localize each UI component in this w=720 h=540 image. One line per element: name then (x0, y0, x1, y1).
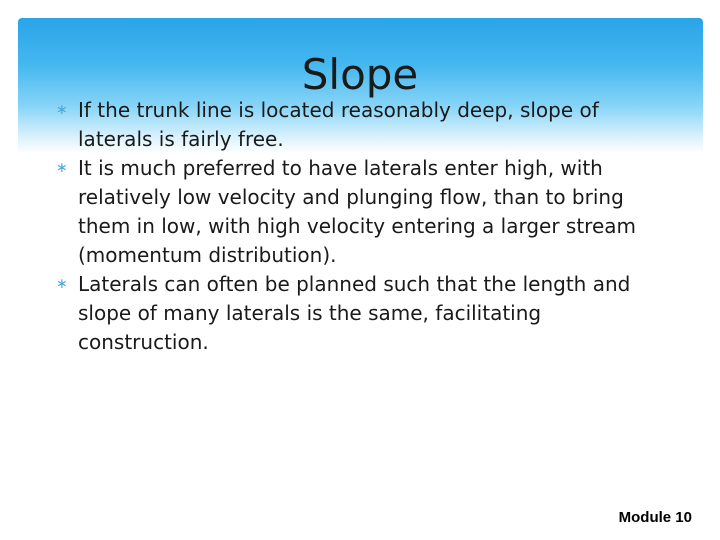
bullet-star-icon: ∗ (56, 276, 68, 292)
bullet-star-icon: ∗ (56, 160, 68, 176)
bullet-list (56, 96, 676, 357)
slide-title (0, 52, 720, 98)
slide-title-text: Slope (301, 50, 419, 99)
bullet-item (56, 154, 676, 270)
bullet-text: Laterals can often be planned such that the length and slope of many laterals is the same, facilitating construction. (78, 272, 631, 354)
bullet-text: It is much preferred to have laterals enter high, with relatively low velocity and plunging flow, than to bring them in low, with high velocity entering a larger stream (momentum distribution). (78, 156, 636, 267)
footer-module-label: Module 10 (618, 509, 692, 526)
bullet-star-icon: ∗ (56, 102, 68, 118)
bullet-item (56, 96, 676, 154)
bullet-text: If the trunk line is located reasonably deep, slope of laterals is fairly free. (78, 98, 599, 151)
bullet-item (56, 270, 676, 357)
